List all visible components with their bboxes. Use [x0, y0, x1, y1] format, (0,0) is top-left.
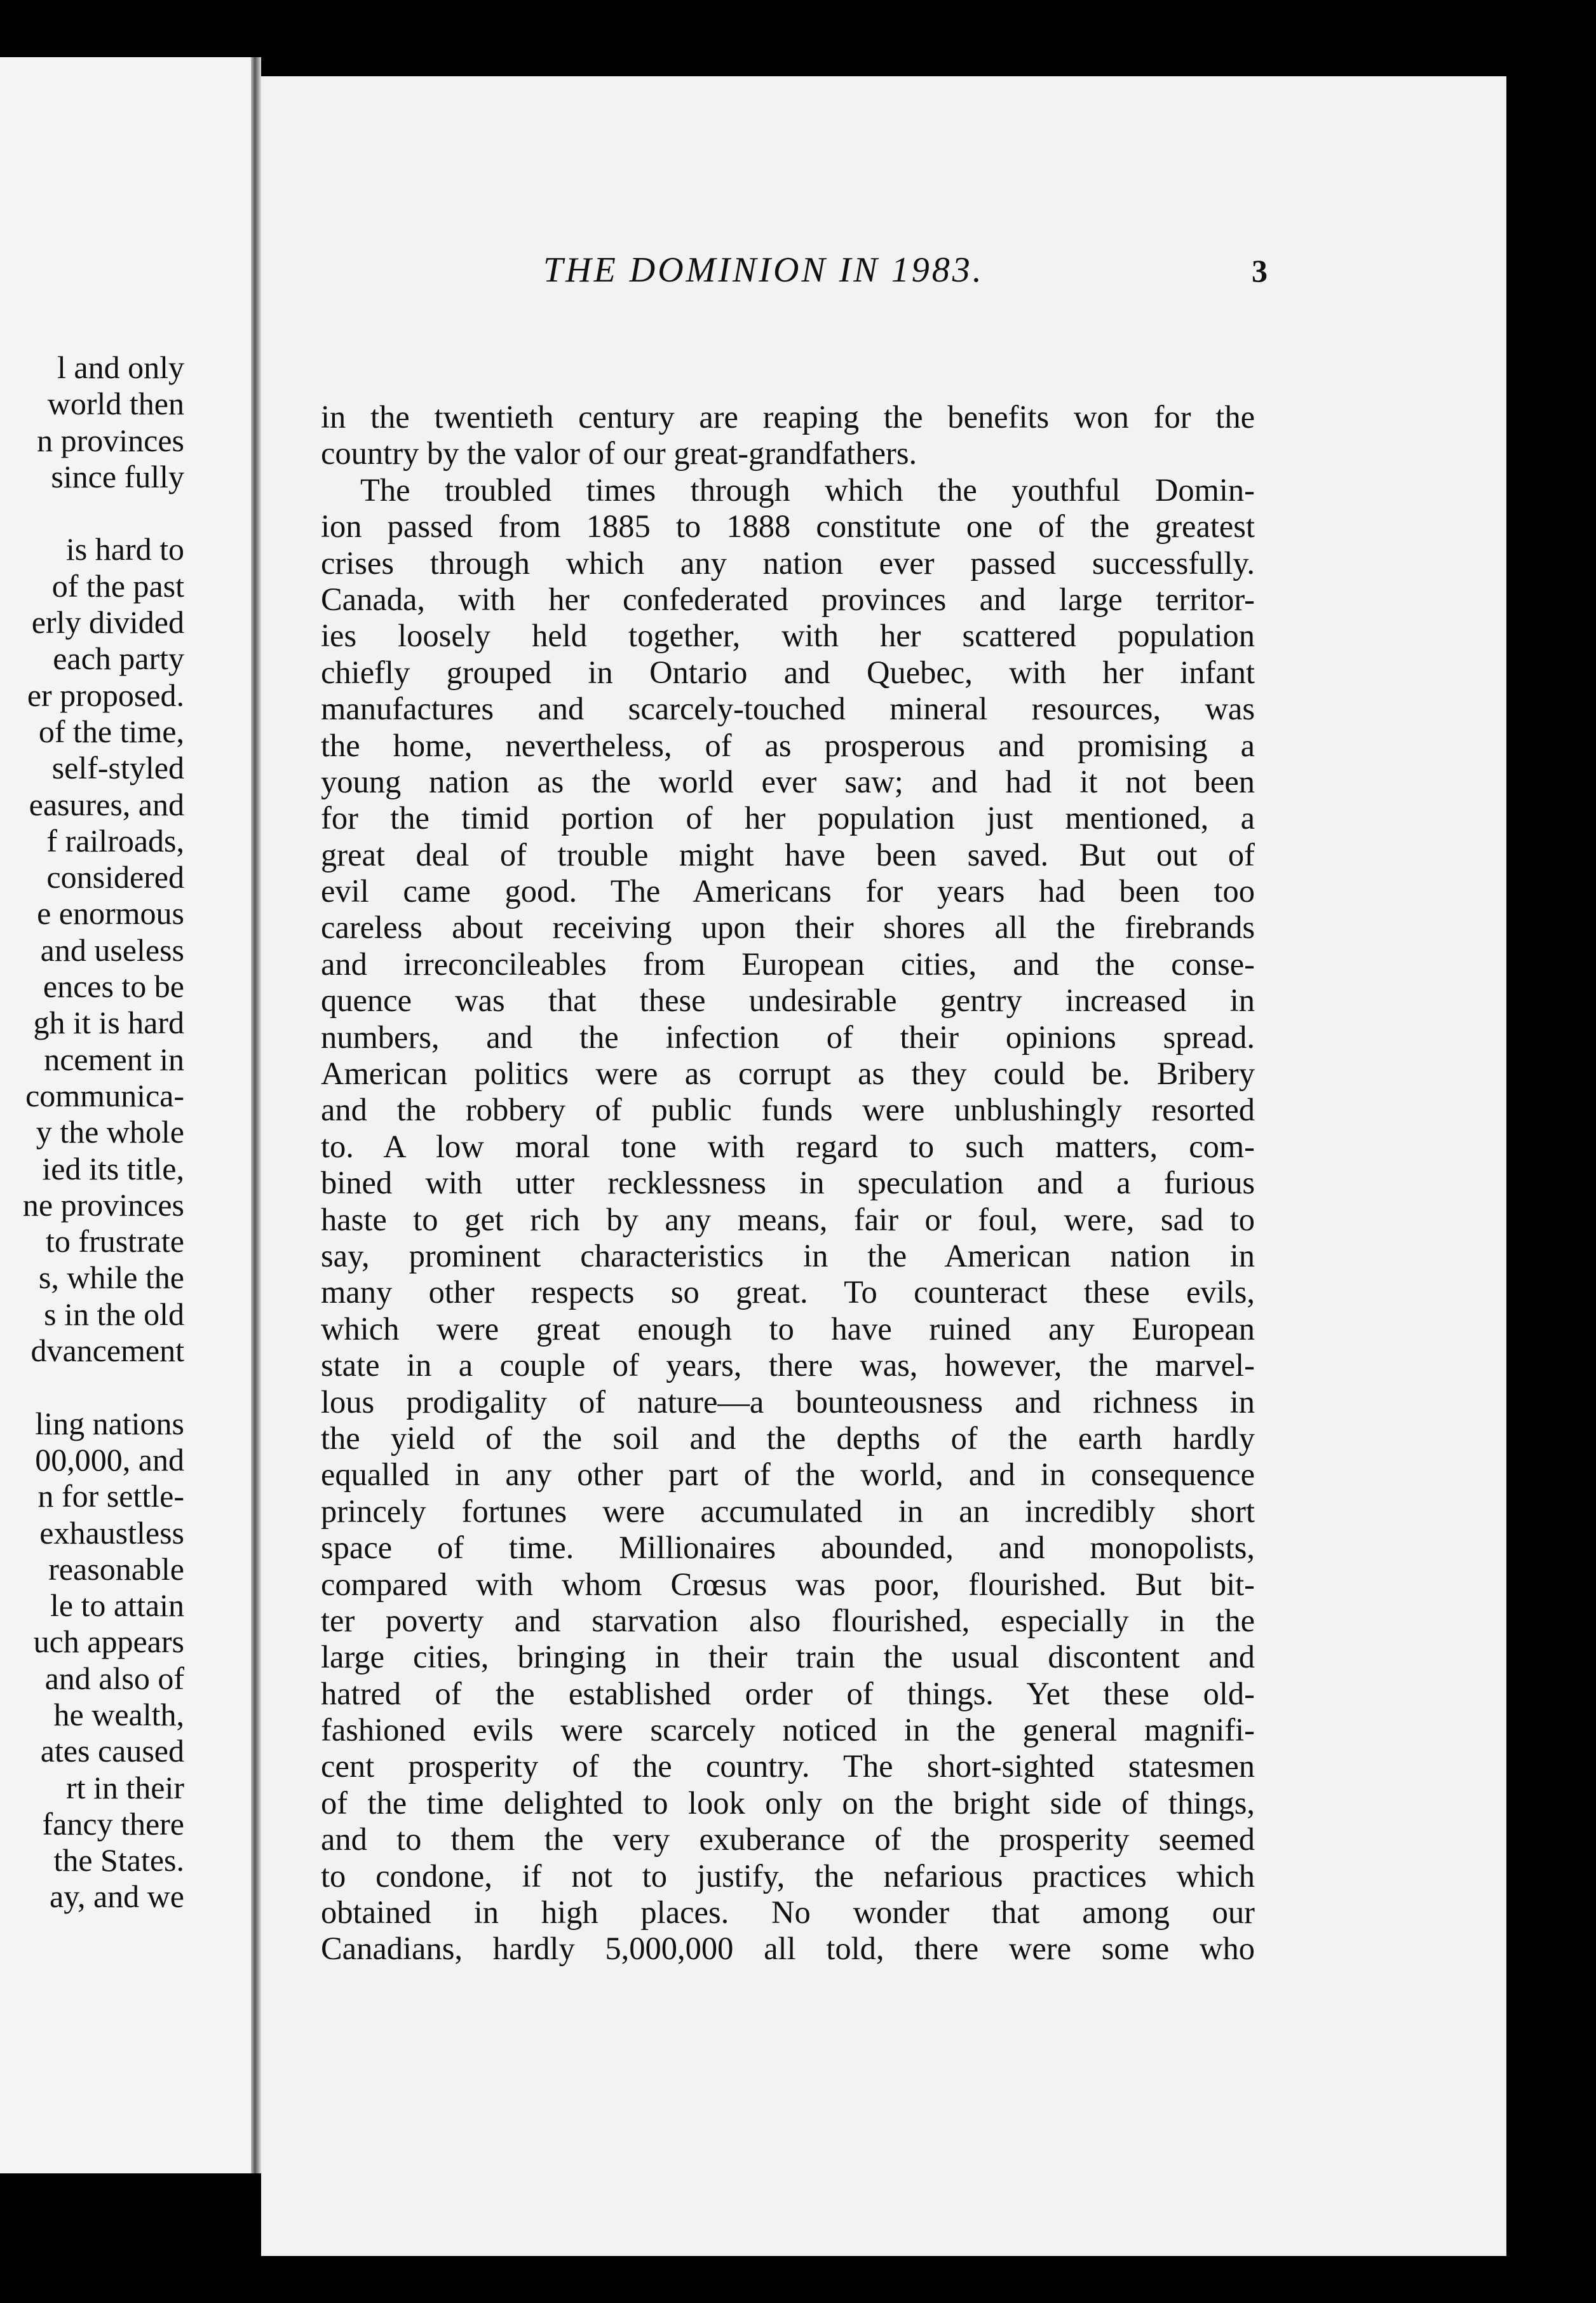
body-line: great deal of trouble might have been saved. But out of: [321, 836, 1255, 873]
left-page-line: ences to be: [43, 968, 184, 1005]
page-number: 3: [1252, 253, 1268, 289]
body-line: evil came good. The Americans for years had been too: [321, 873, 1255, 909]
left-page-line: ne provinces: [22, 1186, 184, 1223]
running-title: THE DOMINION IN 1983.: [543, 250, 984, 290]
left-page-line: f railroads,: [46, 822, 184, 859]
left-page-line: he wealth,: [53, 1696, 184, 1732]
left-page-gap: [23, 1369, 184, 1405]
body-line: Canada, with her confederated provinces and large territor-: [321, 581, 1255, 617]
body-line: large cities, bringing in their train the usual discontent and: [321, 1639, 1255, 1675]
left-page-line: 00,000, and: [35, 1441, 184, 1478]
body-line: and the robbery of public funds were unblushingly resorted: [321, 1092, 1255, 1128]
body-line: Canadians, hardly 5,000,000 all told, there were some who: [321, 1931, 1255, 1967]
left-page-line: l and only: [57, 350, 184, 385]
left-page-line: s in the old: [44, 1296, 184, 1332]
left-page-line: easures, and: [29, 786, 184, 822]
body-line: for the timid portion of her population just mentioned, a: [321, 800, 1255, 836]
body-line: the home, nevertheless, of as prosperous and promising a: [321, 727, 1255, 763]
body-line: obtained in high places. No wonder that among our: [321, 1894, 1255, 1931]
left-page-line: le to attain: [50, 1587, 184, 1624]
left-page-line: ates caused: [40, 1733, 184, 1769]
body-line: the yield of the soil and the depths of the earth hardly: [321, 1420, 1255, 1456]
body-line: say, prominent characteristics in the American nation in: [321, 1237, 1255, 1274]
body-line: manufactures and scarcely-touched mineral resources, was: [321, 691, 1255, 727]
body-line: to condone, if not to justify, the nefarious practices which: [321, 1858, 1255, 1894]
body-line: state in a couple of years, there was, however, the marvel-: [321, 1347, 1255, 1383]
body-line: bined with utter recklessness in speculation and a furious: [321, 1165, 1255, 1201]
left-page-line: ling nations: [35, 1405, 184, 1441]
left-page-line: the States.: [53, 1842, 184, 1878]
running-head: [283, 245, 1268, 296]
body-line: many other respects so great. To counteract these evils,: [321, 1274, 1255, 1310]
left-page-line: world then: [47, 386, 184, 422]
book-spine: [251, 57, 261, 2173]
left-page-line: to frustrate: [46, 1223, 184, 1260]
left-page-line: of the past: [51, 567, 184, 604]
body-line: The troubled times through which the youthful Domin-: [360, 472, 1255, 508]
body-line: ter poverty and starvation also flourished, especially in the: [321, 1602, 1255, 1638]
left-page-line: and useless: [40, 932, 184, 968]
body-line: and irreconcileables from European cities, and the conse-: [321, 946, 1255, 982]
left-page-line: dvancement: [30, 1333, 184, 1369]
left-page-line: ay, and we: [50, 1878, 184, 1915]
left-page-line: self-styled: [51, 750, 184, 786]
body-line: princely fortunes were accumulated in an incredibly short: [321, 1493, 1255, 1529]
left-facing-page: [0, 57, 251, 2173]
body-line: to. A low moral tone with regard to such matters, com-: [321, 1128, 1255, 1164]
body-line: cent prosperity of the country. The short-sighted statesmen: [321, 1748, 1255, 1784]
body-line: numbers, and the infection of their opinions spread.: [321, 1019, 1255, 1055]
left-page-line: since fully: [51, 458, 184, 494]
body-line: country by the valor of our great-grandfathers.: [321, 435, 917, 472]
left-page-line: considered: [46, 859, 184, 895]
left-page-line: and also of: [44, 1660, 184, 1696]
left-page-line: ncement in: [44, 1041, 184, 1077]
body-line: haste to get rich by any means, fair or foul, were, sad to: [321, 1201, 1255, 1237]
left-page-line: exhaustless: [39, 1514, 184, 1551]
body-line: which were great enough to have ruined any European: [321, 1310, 1255, 1347]
body-line: careless about receiving upon their shores all the firebrands: [321, 909, 1255, 946]
left-page-line: uch appears: [33, 1624, 184, 1660]
body-line: compared with whom Crœsus was poor, flourished. But bit-: [321, 1566, 1255, 1602]
body-line: lous prodigality of nature—a bounteousness and richness in: [321, 1383, 1255, 1420]
body-line: American politics were as corrupt as they could be. Bribery: [321, 1056, 1255, 1092]
left-page-line: er proposed.: [27, 677, 184, 713]
body-line: ion passed from 1885 to 1888 constitute one of the greatest: [321, 508, 1255, 545]
body-line: of the time delighted to look only on the bright side of things,: [321, 1784, 1255, 1821]
left-page-line: reasonable: [48, 1551, 184, 1587]
left-page-line: rt in their: [65, 1769, 184, 1805]
left-page-line: communica-: [25, 1077, 184, 1113]
body-line: and to them the very exuberance of the prosperity seemed: [321, 1821, 1255, 1858]
body-line: in the twentieth century are reaping the benefits won for the: [321, 399, 1255, 435]
left-page-line: n provinces: [37, 422, 184, 458]
left-page-line: s, while the: [38, 1260, 184, 1296]
left-page-line: of the time,: [38, 713, 184, 749]
left-page-line: gh it is hard: [33, 1005, 184, 1041]
body-line: equalled in any other part of the world, and in consequence: [321, 1457, 1255, 1493]
body-line: space of time. Millionaires abounded, and monopolists,: [321, 1530, 1255, 1566]
body-line: crises through which any nation ever passed successfully.: [321, 545, 1255, 581]
body-line: young nation as the world ever saw; and had it not been: [321, 763, 1255, 799]
body-line: ies loosely held together, with her scattered population: [321, 618, 1255, 654]
left-page-line: e enormous: [37, 895, 184, 932]
left-page-line: is hard to: [65, 531, 184, 567]
left-page-line: n for settle-: [37, 1478, 184, 1514]
left-page-line: erly divided: [31, 604, 184, 641]
left-page-line: each party: [53, 641, 184, 677]
body-line: quence was that these undesirable gentry increased in: [321, 982, 1255, 1019]
left-page-line: y the whole: [36, 1114, 184, 1150]
body-line: fashioned evils were scarcely noticed in the general magnifi-: [321, 1712, 1255, 1748]
body-line: hatred of the established order of things. Yet these old-: [321, 1675, 1255, 1711]
left-page-line: ied its title,: [42, 1150, 184, 1186]
left-page-line: fancy there: [42, 1805, 184, 1842]
body-text: [321, 399, 1255, 1967]
body-line: chiefly grouped in Ontario and Quebec, with her infant: [321, 654, 1255, 690]
left-page-text: [23, 350, 184, 1915]
left-page-gap: [23, 495, 184, 531]
